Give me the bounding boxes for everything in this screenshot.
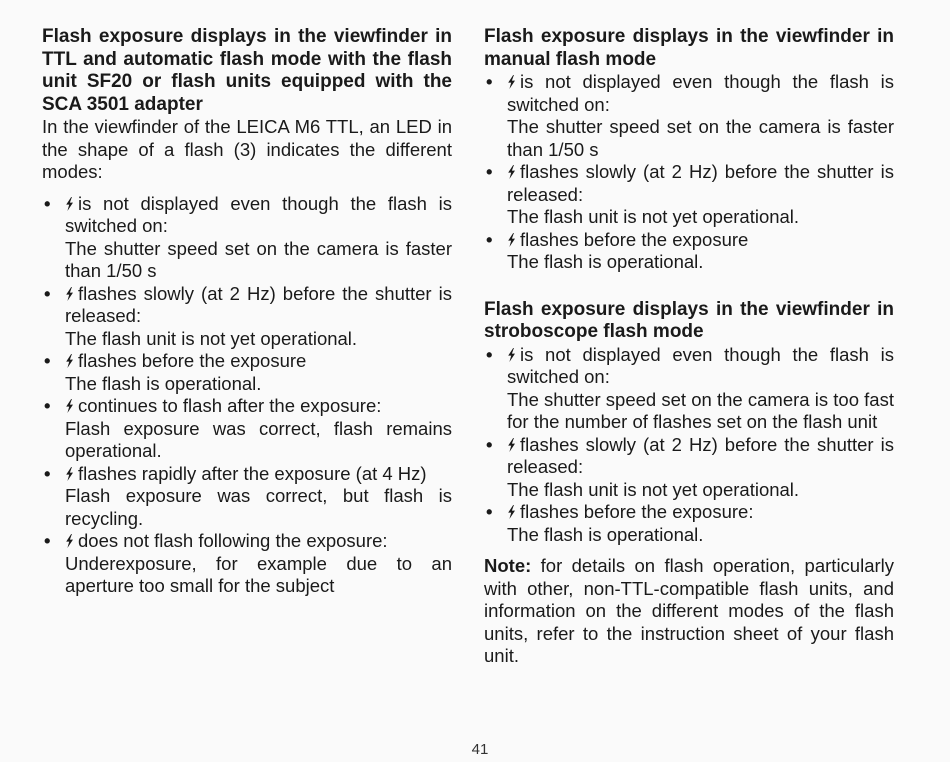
item-meaning: The flash unit is not yet operational. xyxy=(507,206,800,227)
list-item xyxy=(484,71,894,161)
flash-icon xyxy=(507,230,516,244)
note-label: Note: xyxy=(484,555,532,576)
item-status: is not displayed even though the flash is switched on: xyxy=(65,192,452,236)
bullet-icon: • xyxy=(486,161,493,182)
item-meaning: Underexposure, for example due to an aperture too small for the subject xyxy=(65,552,452,596)
left-column xyxy=(42,26,452,598)
flash-icon xyxy=(507,502,516,516)
list-item xyxy=(42,530,452,598)
stroboscope-mode-section xyxy=(484,299,894,547)
list-item xyxy=(484,501,894,546)
flash-icon xyxy=(65,531,74,545)
bullet-icon: • xyxy=(486,343,493,365)
item-meaning: The shutter speed set on the camera is faster than 1/50 s xyxy=(65,237,452,281)
item-status: flashes slowly (at 2 Hz) before the shutter is released: xyxy=(507,433,894,477)
item-status-line xyxy=(507,229,894,252)
item-status: is not displayed even though the flash is switched on: xyxy=(507,71,894,115)
bullet-icon: • xyxy=(44,395,51,416)
item-status-line xyxy=(507,71,894,116)
item-status-line xyxy=(65,350,452,373)
item-status-line xyxy=(65,395,452,418)
flash-icon xyxy=(507,435,516,449)
bullet-icon: • xyxy=(486,71,493,92)
bullet-icon: • xyxy=(486,228,493,250)
item-status-line xyxy=(507,161,894,206)
list-item xyxy=(484,161,894,229)
item-status-line xyxy=(65,283,452,328)
flash-icon xyxy=(65,284,74,298)
right-column xyxy=(484,26,894,668)
list-item xyxy=(484,229,894,274)
item-meaning: The flash unit is not yet operational. xyxy=(507,478,800,500)
left-intro: In the viewfinder of the LEICA M6 TTL, an LED in the shape of a flash (3) indicates the different modes: xyxy=(42,116,452,182)
manual-mode-section xyxy=(484,26,894,274)
flash-icon xyxy=(507,345,516,359)
item-status-line xyxy=(65,463,452,486)
note-text: for details on flash operation, particularly with other, non-TTL-compatible flash units, and information on the different modes of the flash units, refer to the instruction sheet of your flash unit. xyxy=(484,555,895,666)
flash-icon xyxy=(507,72,516,86)
bullet-icon: • xyxy=(44,530,51,551)
bullet-icon: • xyxy=(44,192,51,214)
item-status: does not flash following the exposure: xyxy=(78,530,388,551)
page-number: 41 xyxy=(471,741,489,758)
flash-icon xyxy=(65,351,74,365)
note-paragraph xyxy=(484,555,894,668)
item-meaning: The flash unit is not yet operational. xyxy=(65,327,358,349)
flash-icon xyxy=(507,162,516,176)
list-item xyxy=(42,193,452,283)
item-meaning: The flash is operational. xyxy=(507,251,704,272)
item-status: flashes slowly (at 2 Hz) before the shutter is released: xyxy=(65,282,452,326)
bullet-icon: • xyxy=(44,350,51,371)
item-status-line xyxy=(65,193,452,238)
item-status-line xyxy=(65,530,452,553)
list-item xyxy=(42,463,452,531)
list-item xyxy=(42,395,452,463)
item-status: flashes before the exposure xyxy=(520,228,749,250)
item-meaning: Flash exposure was correct, flash remains operational. xyxy=(65,417,452,461)
item-meaning: The flash is operational. xyxy=(65,372,262,394)
item-status: flashes rapidly after the exposure (at 4 Hz) xyxy=(78,462,427,484)
bullet-icon: • xyxy=(44,462,51,484)
item-meaning: The shutter speed set on the camera is too fast for the number of flashes set on the flash unit xyxy=(507,388,894,432)
list-item xyxy=(42,350,452,395)
item-status: flashes before the exposure xyxy=(78,350,307,371)
item-status: flashes before the exposure: xyxy=(520,501,754,522)
item-status-line xyxy=(507,434,894,479)
flash-icon xyxy=(65,396,74,410)
stroboscope-heading: Flash exposure displays in the viewfinder in stroboscope flash mode xyxy=(484,298,894,342)
stroboscope-bullet-list xyxy=(484,344,894,547)
left-heading: Flash exposure displays in the viewfinder in TTL and automatic flash mode with the flash unit SF20 or flash units equipped with the SCA 3501 adapter xyxy=(42,26,452,115)
manual-bullet-list xyxy=(484,71,894,274)
item-status-line xyxy=(507,501,894,524)
flash-icon xyxy=(65,194,74,208)
list-item xyxy=(42,283,452,351)
bullet-icon: • xyxy=(44,282,51,304)
list-item xyxy=(484,434,894,502)
item-meaning: Flash exposure was correct, but flash is recycling. xyxy=(65,485,452,529)
flash-icon xyxy=(65,464,74,478)
item-status: continues to flash after the exposure: xyxy=(78,395,382,416)
item-meaning: The flash is operational. xyxy=(507,523,704,545)
item-status-line xyxy=(507,344,894,389)
list-item xyxy=(484,344,894,434)
bullet-icon: • xyxy=(486,433,493,455)
item-status: flashes slowly (at 2 Hz) before the shutter is released: xyxy=(507,161,894,205)
item-meaning: The shutter speed set on the camera is faster than 1/50 s xyxy=(507,116,894,160)
left-bullet-list xyxy=(42,193,452,598)
item-status: is not displayed even though the flash is switched on: xyxy=(507,343,894,387)
manual-heading: Flash exposure displays in the viewfinder in manual flash mode xyxy=(484,26,894,70)
bullet-icon: • xyxy=(486,501,493,522)
